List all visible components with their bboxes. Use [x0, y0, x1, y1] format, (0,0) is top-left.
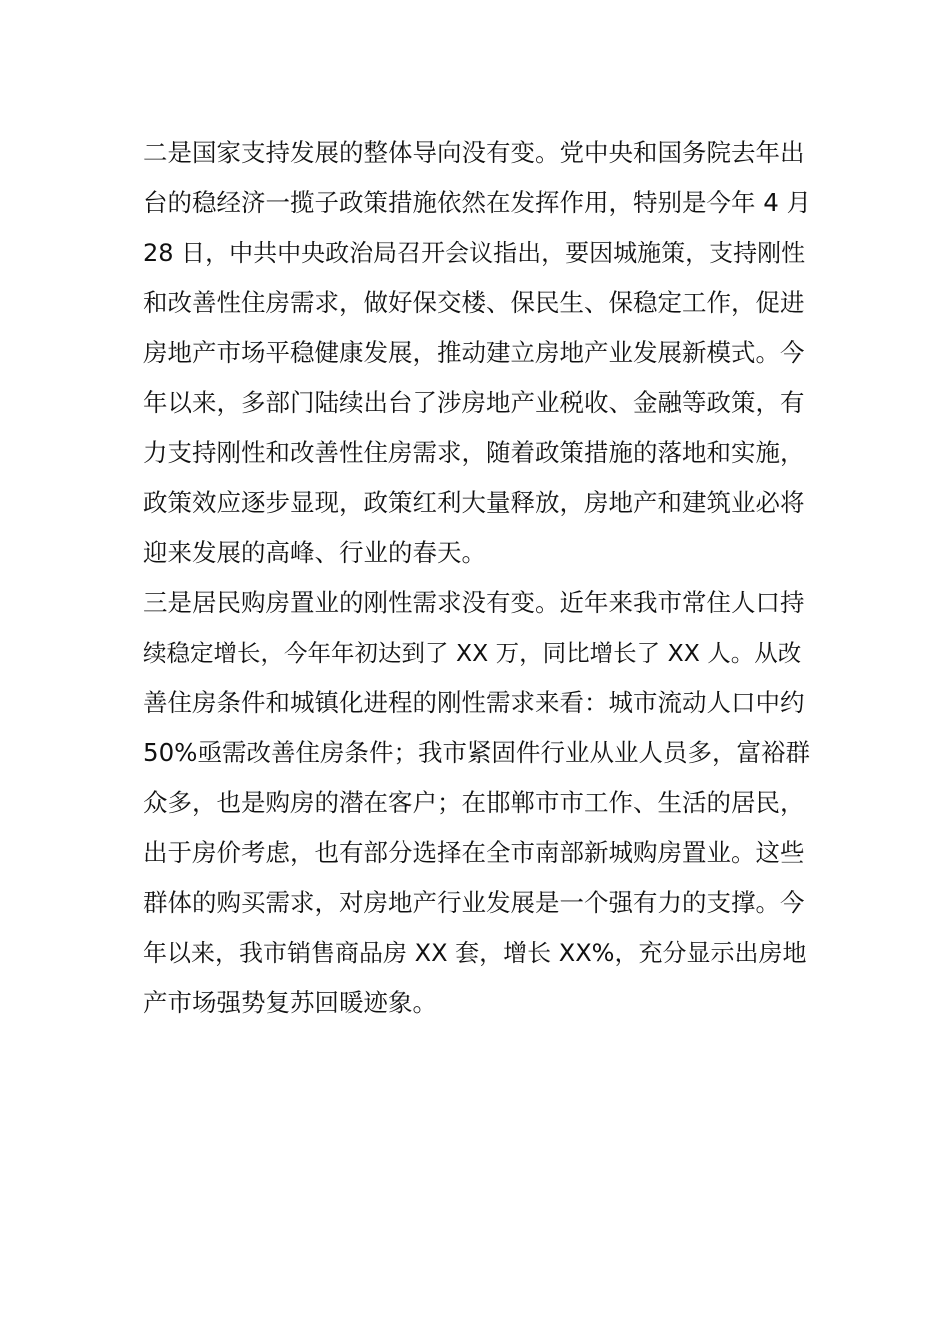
text-line: 二是国家支持发展的整体导向没有变。党中央和国务院去年出: [143, 138, 805, 167]
text-line: 善住房条件和城镇化进程的刚性需求来看：城市流动人口中约: [143, 688, 805, 717]
text-line: 群体的购买需求，对房地产行业发展是一个强有力的支撑。今: [143, 888, 805, 917]
text-line: 众多，也是购房的潜在客户；在邯郸市市工作、生活的居民，: [143, 788, 805, 817]
text-line: 和改善性住房需求，做好保交楼、保民生、保稳定工作，促进: [143, 288, 805, 317]
document-body: [143, 128, 813, 1028]
text-line: 产市场强势复苏回暖迹象。: [143, 988, 437, 1017]
text-line: 续稳定增长，今年年初达到了 XX 万，同比增长了 XX 人。从改: [143, 639, 802, 667]
text-line: 力支持刚性和改善性住房需求，随着政策措施的落地和实施，: [143, 438, 805, 467]
text-line: 迎来发展的高峰、行业的春天。: [143, 538, 486, 567]
text-line: 50%亟需改善住房条件；我市紧固件行业从业人员多，富裕群: [143, 738, 810, 767]
text-line: 台的稳经济一揽子政策措施依然在发挥作用，特别是今年 4 月: [143, 188, 812, 217]
text-line: 房地产市场平稳健康发展，推动建立房地产业发展新模式。今: [143, 338, 805, 367]
text-line: 出于房价考虑，也有部分选择在全市南部新城购房置业。这些: [143, 838, 805, 867]
paragraph-housing-demand: [143, 578, 813, 1028]
text-line: 年以来，我市销售商品房 XX 套，增长 XX%，充分显示出房地: [143, 939, 807, 967]
text-line: 年以来，多部门陆续出台了涉房地产业税收、金融等政策，有: [143, 388, 805, 417]
text-line: 三是居民购房置业的刚性需求没有变。近年来我市常住人口持: [143, 588, 805, 617]
text-line: 28 日，中共中央政治局召开会议指出，要因城施策，支持刚性: [143, 239, 806, 267]
paragraph-national-policy: [143, 128, 813, 578]
text-line: 政策效应逐步显现，政策红利大量释放，房地产和建筑业必将: [143, 488, 805, 517]
